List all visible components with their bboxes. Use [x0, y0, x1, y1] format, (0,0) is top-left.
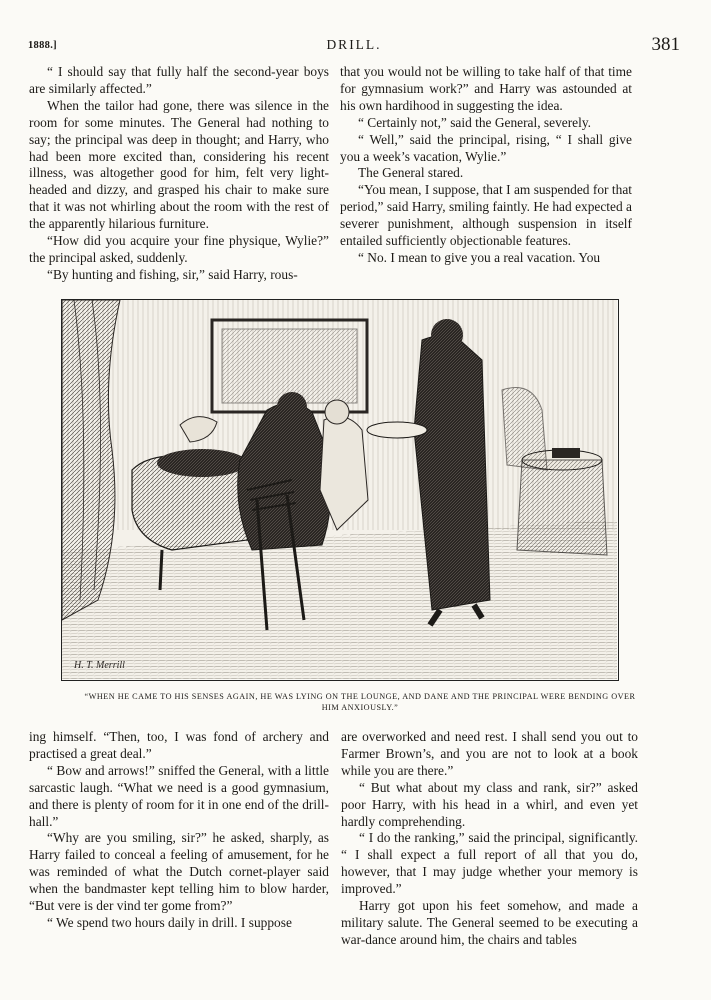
- running-header: [28, 34, 680, 58]
- paragraph: When the tailor had gone, there was silence in the room for some minutes. The General had nothing to say; the principal was deep in thought; and Harry, who had been more excited than, considering his recent illness, was altogether good for him, felt very light-headed and dizzy, and grasped his chair to make sure that it was not whirling about the room with the rest of the apparently hilarious furniture.: [29, 97, 329, 232]
- paragraph: “ Certainly not,” said the General, severely.: [358, 114, 592, 130]
- paragraph: “You mean, I suppose, that I am suspended for that period,” said Harry, smiling faintly. He had expected a severer punishment, although suspension in itself entailed sufficiently objectionable features.: [340, 182, 632, 249]
- paragraph: “By hunting and fishing, sir,” said Harry, rous-: [47, 266, 298, 282]
- paragraph: ing himself. “Then, too, I was fond of archery and practised a great deal.”: [29, 729, 329, 761]
- paragraph: “How did you acquire your fine physique, Wylie?” the principal asked, suddenly.: [29, 233, 329, 265]
- paragraph: Harry got upon his feet somehow, and made a military salute. The General seemed to be executing a war-dance around him, the chairs and tables: [341, 898, 638, 947]
- illustration: [61, 299, 619, 681]
- paragraph: are overworked and need rest. I shall send you out to Farmer Brown’s, and you are not to look at a book while you are there.”: [341, 729, 638, 778]
- paragraph: “ We spend two hours daily in drill. I suppose: [47, 914, 292, 930]
- text-column-bottom-left: [29, 729, 329, 932]
- paragraph: “ I should say that fully half the second-year boys are similarly affected.”: [29, 64, 329, 96]
- header-year: 1888.]: [28, 40, 57, 51]
- text-column-top-left: [29, 64, 329, 284]
- text-column-bottom-right: [341, 729, 638, 949]
- page-number: 381: [651, 34, 680, 55]
- text-column-top-right: [340, 64, 632, 267]
- paragraph: “ But what about my class and rank, sir?” asked poor Harry, with his head in a whirl, and even yet hardly comprehending.: [341, 779, 638, 829]
- paragraph: “ Well,” said the principal, rising, “ I shall give you a week’s vacation, Wylie.”: [340, 131, 632, 164]
- illustration-caption: “WHEN HE CAME TO HIS SENSES AGAIN, HE WAS LYING ON THE LOUNGE, AND DANE AND THE PRINCIPAL WERE BENDING OVER HIM ANXIOUSLY.”: [84, 692, 636, 712]
- paragraph: The General stared.: [358, 165, 464, 181]
- paragraph: “ Bow and arrows!” sniffed the General, with a little sarcastic laugh. “What we need is a good gymnasium, and there is plenty of room for it in one end of the drill-hall.”: [29, 762, 329, 829]
- paragraph: “ I do the ranking,” said the principal, significantly. “ I shall expect a full report of all that you do, however, that I may judge whether your memory is improved.”: [341, 830, 638, 897]
- paragraph: “ No. I mean to give you a real vacation. You: [358, 249, 601, 265]
- artist-signature: H. T. Merrill: [74, 660, 125, 671]
- paragraph: “Why are you smiling, sir?” he asked, sharply, as Harry failed to conceal a feeling of amusement, for he was reminded of what the Dutch cornet-player said when the bandmaster kept telling him to blow harder, “But vere is der vind ter gome from?”: [29, 830, 329, 914]
- paragraph: that you would not be willing to take half of that time for gymnasium work?” and Harry was astounded at his own hardihood in suggesting the idea.: [340, 64, 632, 113]
- header-title: DRILL.: [326, 37, 382, 52]
